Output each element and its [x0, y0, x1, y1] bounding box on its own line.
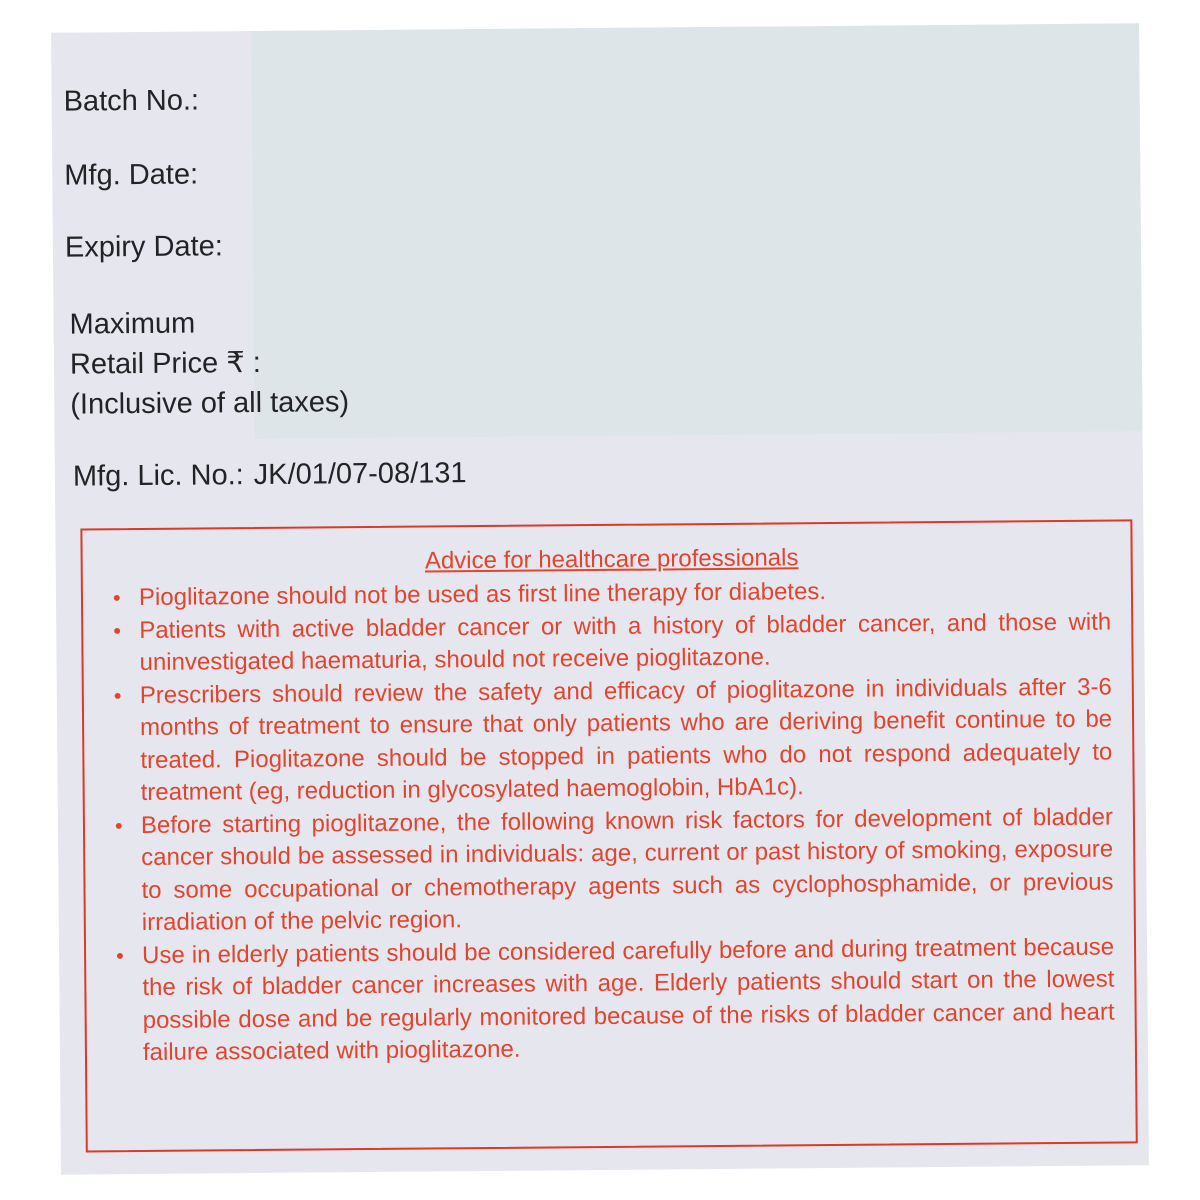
- advice-item: [114, 671, 1113, 810]
- mrp-line-3: (Inclusive of all taxes): [70, 386, 350, 421]
- advice-item-text: Patients with active bladder cancer or with a history of bladder cancer, and those with uninvestigated haematuria, should not receive pioglitazone.: [139, 608, 1112, 677]
- expiry-date-label: Expiry Date:: [64, 230, 224, 264]
- advice-list: [113, 574, 1115, 1070]
- mrp-line-1: Maximum: [69, 307, 196, 341]
- advice-item: [116, 931, 1115, 1070]
- mrp-block: [69, 302, 349, 424]
- bullet-icon: •: [113, 682, 122, 708]
- bullet-icon: •: [115, 942, 124, 968]
- bullet-icon: •: [112, 585, 121, 611]
- advice-item: [115, 801, 1114, 940]
- mfg-license-label: Mfg. Lic. No.:: [72, 459, 244, 493]
- advice-item-text: Before starting pioglitazone, the following known risk factors for development of bladder cancer should be assessed in individuals: age, current or past history of smoking, exposure to some occupational or chemotherapy agents such as cyclophosphamide, or previous irradiation of the pelvic region.: [140, 803, 1114, 937]
- advice-title: Advice for healthcare professionals: [424, 544, 799, 575]
- advice-item-text: Pioglitazone should not be used as first line therapy for diabetes.: [138, 578, 827, 612]
- mfg-date-label: Mfg. Date:: [64, 158, 199, 192]
- mfg-license-value: JK/01/07-08/131: [253, 457, 467, 492]
- medicine-box-side-panel: [51, 23, 1149, 1174]
- blank-label-sticker: [251, 23, 1145, 439]
- advice-item-text: Use in elderly patients should be considered carefully before and during treatment because the risk of bladder cancer increases with age. Elderly patients should start on the lowest possible dose and be regularly monitored because of the risks of bladder cancer and heart failure associated with pioglitazone.: [141, 933, 1115, 1067]
- mfg-license: [73, 457, 467, 493]
- advice-item: [113, 606, 1112, 680]
- mrp-line-2: Retail Price ₹ :: [69, 346, 261, 381]
- batch-no-label: Batch No.:: [63, 84, 200, 118]
- bullet-icon: •: [114, 812, 123, 838]
- advice-item-text: Prescribers should review the safety and efficacy of pioglitazone in individuals after 3-6 months of treatment to ensure that only patients who are deriving benefit continue to be treated. Pioglitazone should be stopped in patients who do not respond adequately to treatment (eg, reduction in glycosylated haemoglobin, HbA1c).: [139, 673, 1113, 807]
- bullet-icon: •: [113, 617, 122, 643]
- advice-box: [80, 519, 1137, 1152]
